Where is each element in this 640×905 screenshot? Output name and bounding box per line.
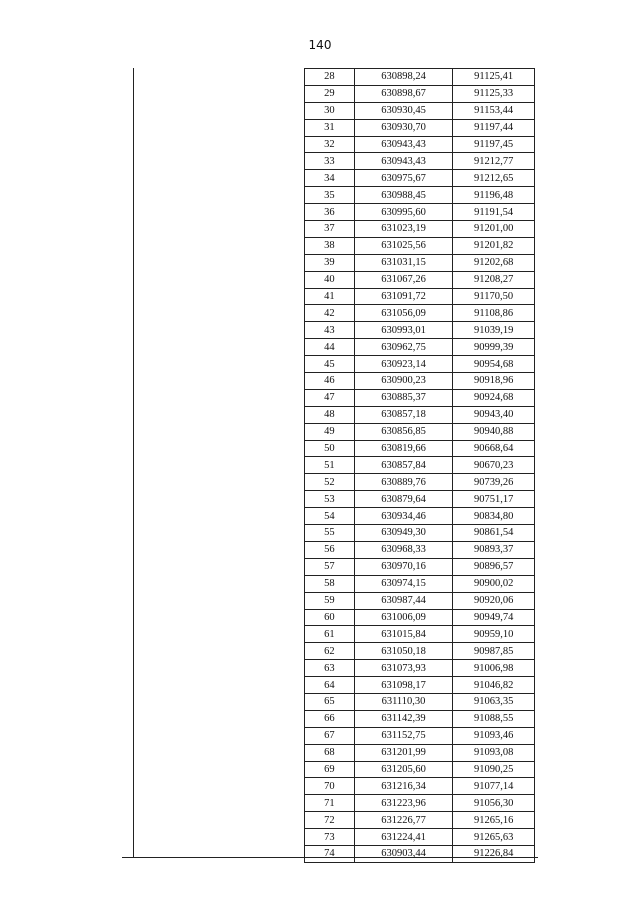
x-coordinate-cell: 631025,56 — [354, 237, 453, 254]
x-coordinate-cell: 631015,84 — [354, 626, 453, 643]
y-coordinate-cell: 91125,41 — [453, 69, 535, 86]
table-row — [305, 660, 535, 677]
y-coordinate-cell: 91201,00 — [453, 221, 535, 238]
y-coordinate-cell: 91202,68 — [453, 254, 535, 271]
point-number-cell: 35 — [305, 187, 355, 204]
table-row — [305, 136, 535, 153]
point-number-cell: 44 — [305, 339, 355, 356]
x-coordinate-cell: 630819,66 — [354, 440, 453, 457]
x-coordinate-cell: 630903,44 — [354, 845, 453, 862]
table-row — [305, 575, 535, 592]
x-coordinate-cell: 631201,99 — [354, 744, 453, 761]
y-coordinate-cell: 90949,74 — [453, 609, 535, 626]
table-row — [305, 710, 535, 727]
x-coordinate-cell: 630898,24 — [354, 69, 453, 86]
table-row — [305, 204, 535, 221]
table-row — [305, 491, 535, 508]
point-number-cell: 48 — [305, 406, 355, 423]
y-coordinate-cell: 91197,44 — [453, 119, 535, 136]
table-row — [305, 119, 535, 136]
y-coordinate-cell: 91125,33 — [453, 85, 535, 102]
point-number-cell: 68 — [305, 744, 355, 761]
point-number-cell: 52 — [305, 474, 355, 491]
table-row — [305, 508, 535, 525]
table-row — [305, 237, 535, 254]
x-coordinate-cell: 630930,70 — [354, 119, 453, 136]
point-number-cell: 49 — [305, 423, 355, 440]
point-number-cell: 72 — [305, 812, 355, 829]
table-row — [305, 254, 535, 271]
x-coordinate-cell: 631067,26 — [354, 271, 453, 288]
page-number: 140 — [308, 38, 332, 52]
y-coordinate-cell: 90999,39 — [453, 339, 535, 356]
y-coordinate-cell: 90940,88 — [453, 423, 535, 440]
point-number-cell: 41 — [305, 288, 355, 305]
x-coordinate-cell: 630934,46 — [354, 508, 453, 525]
x-coordinate-cell: 630949,30 — [354, 525, 453, 542]
y-coordinate-cell: 91063,35 — [453, 693, 535, 710]
y-coordinate-cell: 90954,68 — [453, 356, 535, 373]
point-number-cell: 29 — [305, 85, 355, 102]
point-number-cell: 28 — [305, 69, 355, 86]
point-number-cell: 47 — [305, 389, 355, 406]
x-coordinate-cell: 630987,44 — [354, 592, 453, 609]
point-number-cell: 59 — [305, 592, 355, 609]
x-coordinate-cell: 630856,85 — [354, 423, 453, 440]
table-row — [305, 423, 535, 440]
x-coordinate-cell: 631023,19 — [354, 221, 453, 238]
y-coordinate-cell: 90959,10 — [453, 626, 535, 643]
x-coordinate-cell: 631223,96 — [354, 795, 453, 812]
table-row — [305, 69, 535, 86]
y-coordinate-cell: 90834,80 — [453, 508, 535, 525]
x-coordinate-cell: 631226,77 — [354, 812, 453, 829]
point-number-cell: 50 — [305, 440, 355, 457]
x-coordinate-cell: 630885,37 — [354, 389, 453, 406]
y-coordinate-cell: 91196,48 — [453, 187, 535, 204]
point-number-cell: 61 — [305, 626, 355, 643]
point-number-cell: 42 — [305, 305, 355, 322]
x-coordinate-cell: 630857,18 — [354, 406, 453, 423]
table-row — [305, 440, 535, 457]
table-row — [305, 102, 535, 119]
x-coordinate-cell: 631091,72 — [354, 288, 453, 305]
table-row — [305, 288, 535, 305]
point-number-cell: 62 — [305, 643, 355, 660]
y-coordinate-cell: 91039,19 — [453, 322, 535, 339]
point-number-cell: 65 — [305, 693, 355, 710]
point-number-cell: 60 — [305, 609, 355, 626]
table-row — [305, 85, 535, 102]
y-coordinate-cell: 90751,17 — [453, 491, 535, 508]
point-number-cell: 67 — [305, 727, 355, 744]
x-coordinate-cell: 631205,60 — [354, 761, 453, 778]
y-coordinate-cell: 90943,40 — [453, 406, 535, 423]
coordinates-table-body — [305, 69, 535, 863]
table-row — [305, 474, 535, 491]
table-row — [305, 761, 535, 778]
table-row — [305, 457, 535, 474]
y-coordinate-cell: 91208,27 — [453, 271, 535, 288]
table-row — [305, 558, 535, 575]
y-coordinate-cell: 91226,84 — [453, 845, 535, 862]
x-coordinate-cell: 630962,75 — [354, 339, 453, 356]
y-coordinate-cell: 91108,86 — [453, 305, 535, 322]
y-coordinate-cell: 90900,02 — [453, 575, 535, 592]
y-coordinate-cell: 91093,46 — [453, 727, 535, 744]
y-coordinate-cell: 91197,45 — [453, 136, 535, 153]
x-coordinate-cell: 630995,60 — [354, 204, 453, 221]
y-coordinate-cell: 90920,06 — [453, 592, 535, 609]
y-coordinate-cell: 91201,82 — [453, 237, 535, 254]
x-coordinate-cell: 630968,33 — [354, 541, 453, 558]
y-coordinate-cell: 91056,30 — [453, 795, 535, 812]
x-coordinate-cell: 630923,14 — [354, 356, 453, 373]
y-coordinate-cell: 91077,14 — [453, 778, 535, 795]
y-coordinate-cell: 91088,55 — [453, 710, 535, 727]
point-number-cell: 36 — [305, 204, 355, 221]
table-row — [305, 305, 535, 322]
x-coordinate-cell: 630975,67 — [354, 170, 453, 187]
x-coordinate-cell: 630970,16 — [354, 558, 453, 575]
x-coordinate-cell: 630898,67 — [354, 85, 453, 102]
x-coordinate-cell: 631050,18 — [354, 643, 453, 660]
table-row — [305, 778, 535, 795]
table-row — [305, 829, 535, 846]
point-number-cell: 70 — [305, 778, 355, 795]
point-number-cell: 38 — [305, 237, 355, 254]
y-coordinate-cell: 91090,25 — [453, 761, 535, 778]
x-coordinate-cell: 631224,41 — [354, 829, 453, 846]
y-coordinate-cell: 91212,65 — [453, 170, 535, 187]
x-coordinate-cell: 630943,43 — [354, 153, 453, 170]
y-coordinate-cell: 90739,26 — [453, 474, 535, 491]
x-coordinate-cell: 631056,09 — [354, 305, 453, 322]
table-row — [305, 693, 535, 710]
point-number-cell: 34 — [305, 170, 355, 187]
left-border-line — [133, 68, 134, 857]
table-row — [305, 170, 535, 187]
table-row — [305, 221, 535, 238]
x-coordinate-cell: 630993,01 — [354, 322, 453, 339]
y-coordinate-cell: 91093,08 — [453, 744, 535, 761]
table-row — [305, 389, 535, 406]
y-coordinate-cell: 91265,63 — [453, 829, 535, 846]
table-row — [305, 373, 535, 390]
x-coordinate-cell: 630943,43 — [354, 136, 453, 153]
x-coordinate-cell: 631142,39 — [354, 710, 453, 727]
table-row — [305, 339, 535, 356]
point-number-cell: 74 — [305, 845, 355, 862]
point-number-cell: 31 — [305, 119, 355, 136]
point-number-cell: 66 — [305, 710, 355, 727]
point-number-cell: 37 — [305, 221, 355, 238]
y-coordinate-cell: 90668,64 — [453, 440, 535, 457]
point-number-cell: 58 — [305, 575, 355, 592]
point-number-cell: 57 — [305, 558, 355, 575]
x-coordinate-cell: 630974,15 — [354, 575, 453, 592]
table-row — [305, 322, 535, 339]
point-number-cell: 39 — [305, 254, 355, 271]
y-coordinate-cell: 90924,68 — [453, 389, 535, 406]
x-coordinate-cell: 631006,09 — [354, 609, 453, 626]
point-number-cell: 56 — [305, 541, 355, 558]
y-coordinate-cell: 90861,54 — [453, 525, 535, 542]
x-coordinate-cell: 631073,93 — [354, 660, 453, 677]
x-coordinate-cell: 631216,34 — [354, 778, 453, 795]
x-coordinate-cell: 631152,75 — [354, 727, 453, 744]
y-coordinate-cell: 90987,85 — [453, 643, 535, 660]
y-coordinate-cell: 91153,44 — [453, 102, 535, 119]
y-coordinate-cell: 90670,23 — [453, 457, 535, 474]
table-row — [305, 406, 535, 423]
point-number-cell: 55 — [305, 525, 355, 542]
y-coordinate-cell: 90896,57 — [453, 558, 535, 575]
table-row — [305, 187, 535, 204]
point-number-cell: 33 — [305, 153, 355, 170]
point-number-cell: 30 — [305, 102, 355, 119]
x-coordinate-cell: 630988,45 — [354, 187, 453, 204]
y-coordinate-cell: 91212,77 — [453, 153, 535, 170]
x-coordinate-cell: 630930,45 — [354, 102, 453, 119]
table-row — [305, 812, 535, 829]
x-coordinate-cell: 631031,15 — [354, 254, 453, 271]
table-row — [305, 626, 535, 643]
table-row — [305, 356, 535, 373]
x-coordinate-cell: 631098,17 — [354, 677, 453, 694]
point-number-cell: 63 — [305, 660, 355, 677]
point-number-cell: 69 — [305, 761, 355, 778]
table-row — [305, 727, 535, 744]
table-row — [305, 592, 535, 609]
table-row — [305, 643, 535, 660]
y-coordinate-cell: 91046,82 — [453, 677, 535, 694]
point-number-cell: 54 — [305, 508, 355, 525]
table-row — [305, 541, 535, 558]
point-number-cell: 51 — [305, 457, 355, 474]
y-coordinate-cell: 91170,50 — [453, 288, 535, 305]
table-row — [305, 153, 535, 170]
x-coordinate-cell: 630900,23 — [354, 373, 453, 390]
table-row — [305, 271, 535, 288]
y-coordinate-cell: 91191,54 — [453, 204, 535, 221]
table-row — [305, 795, 535, 812]
point-number-cell: 40 — [305, 271, 355, 288]
y-coordinate-cell: 90918,96 — [453, 373, 535, 390]
point-number-cell: 46 — [305, 373, 355, 390]
point-number-cell: 73 — [305, 829, 355, 846]
y-coordinate-cell: 91006,98 — [453, 660, 535, 677]
point-number-cell: 64 — [305, 677, 355, 694]
point-number-cell: 71 — [305, 795, 355, 812]
table-row — [305, 677, 535, 694]
point-number-cell: 32 — [305, 136, 355, 153]
coordinates-table — [304, 68, 535, 863]
x-coordinate-cell: 631110,30 — [354, 693, 453, 710]
y-coordinate-cell: 90893,37 — [453, 541, 535, 558]
x-coordinate-cell: 630879,64 — [354, 491, 453, 508]
table-row — [305, 845, 535, 862]
x-coordinate-cell: 630857,84 — [354, 457, 453, 474]
point-number-cell: 53 — [305, 491, 355, 508]
x-coordinate-cell: 630889,76 — [354, 474, 453, 491]
point-number-cell: 43 — [305, 322, 355, 339]
table-row — [305, 525, 535, 542]
table-row — [305, 609, 535, 626]
table-row — [305, 744, 535, 761]
point-number-cell: 45 — [305, 356, 355, 373]
y-coordinate-cell: 91265,16 — [453, 812, 535, 829]
